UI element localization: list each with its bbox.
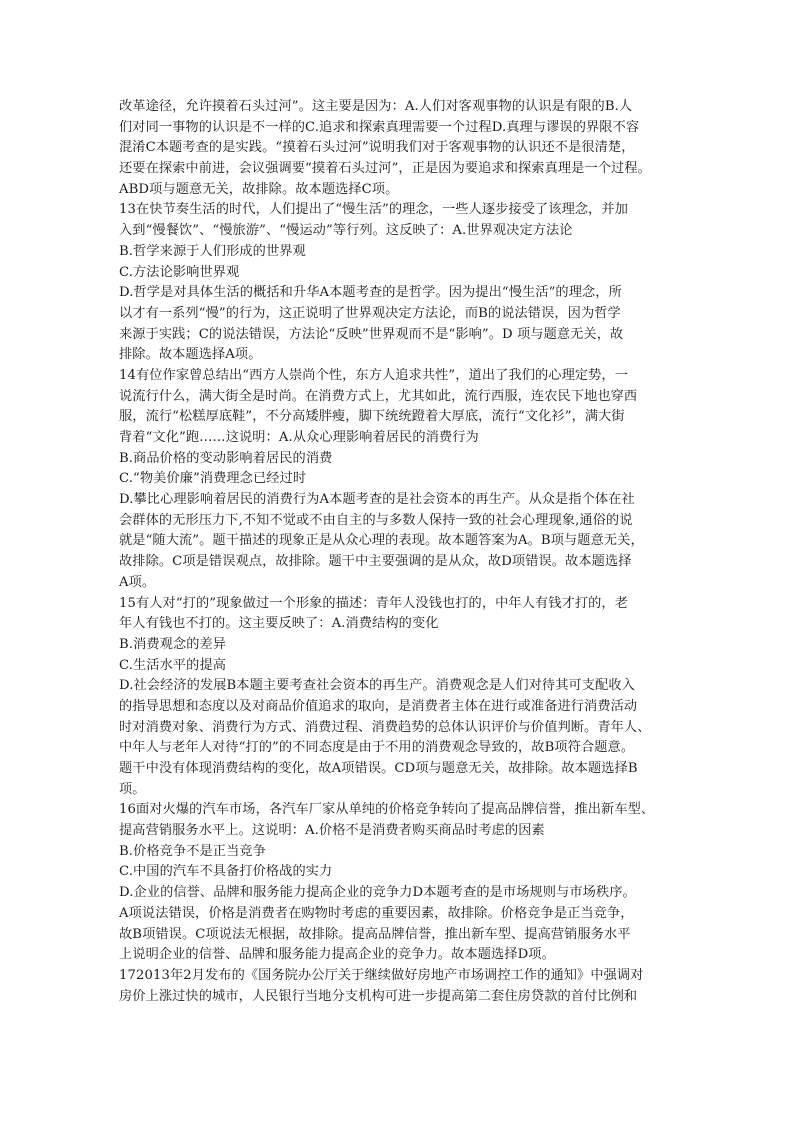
text-line: B.哲学来源于人们形成的世界观: [119, 243, 306, 259]
text-line: 服，流行“松糕厚底鞋”，不分高矮胖瘦，脚下统统蹬着大厚底，流行“文化衫”，满大街: [119, 409, 625, 425]
text-line: D.社会经济的发展B本题主要考查社会资本的再生产。消费观念是人们对待其可支配收入: [119, 678, 635, 694]
text-line: 中年人与老年人对待“打的”的不同态度是由于不用的消费观念导致的，故B项符合题意。: [119, 740, 635, 756]
text-line: B.价格竞争不是正当竞争: [119, 843, 266, 859]
text-line: 的指导思想和态度以及对商品价值追求的取向，是消费者主体在进行或准备进行消费活动: [119, 698, 638, 714]
text-line: 以才有一系列“慢”的行为，这正说明了世界观决定方法论，而B的说法错误，因为哲学: [119, 305, 621, 321]
text-line: A项。: [119, 574, 156, 590]
text-line: B.消费观念的差异: [119, 636, 227, 652]
text-line: 提高营销服务水平上。这说明：A.价格不是消费者购买商品时考虑的因素: [119, 823, 545, 839]
text-line: 时对消费对象、消费行为方式、消费过程、消费趋势的总体认识评价与价值判断。青年人、: [119, 719, 651, 735]
text-line: 15有人对“打的”现象做过一个形象的描述：青年人没钱也打的，中年人有钱才打的，老: [119, 595, 629, 611]
text-line: 说流行什么，满大街全是时尚。在消费方式上，尤其如此，流行西服，连农民下地也穿西: [119, 388, 638, 404]
text-line: 还要在探索中前进，会议强调要“摸着石头过河”，正是因为要追求和探索真理是一个过程。: [119, 161, 651, 177]
text-line: 14有位作家曾总结出“西方人崇尚个性，东方人追求共性”，道出了我们的心理定势，一: [119, 367, 629, 383]
text-line: B.商品价格的变动影响着居民的消费: [119, 450, 333, 466]
text-line: 项。: [119, 781, 146, 797]
text-line: 16面对火爆的汽车市场，各汽车厂家从单纯的价格竞争转向了提高品牌信誉，推出新车型、: [119, 802, 655, 818]
text-line: 172013年2月发布的《国务院办公厅关于继续做好房地产市场调控工作的通知》中强调对: [119, 967, 644, 983]
text-line: 题干中没有体现消费结构的变化，故A项错误。CD项与题意无关，故排除。故本题选择B: [119, 761, 638, 776]
text-line: 入到“慢餐饮”、“慢旅游”、“慢运动”等行列。这反映了：A.世界观决定方法论: [119, 223, 573, 239]
text-line: D.企业的信誉、品牌和服务能力提高企业的竞争力D本题考查的是市场规则与市场秩序。: [119, 885, 636, 901]
text-line: 13在快节奏生活的时代，人们提出了“慢生活”的理念，一些人逐步接受了该理念，并加: [119, 202, 629, 218]
text-line: 混淆C本题考查的是实践。“摸着石头过河”说明我们对于客观事物的认识还不是很清楚，: [119, 140, 635, 156]
text-line: 背着“文化”跑……这说明：A.从众心理影响着居民的消费行为: [119, 430, 479, 445]
text-line: 就是“随大流”。题干描述的现象正是从众心理的表现。故本题答案为A。B项与题意无关，: [119, 533, 644, 549]
document-page: [119, 97, 684, 1007]
text-line: D.哲学是对具体生活的概括和升华A本题考查的是哲学。因为提出“慢生活”的理念，所: [119, 285, 622, 301]
text-line: C.“物美价廉”消费理念已经过时: [119, 471, 307, 487]
text-line: 故排除。C项是错误观点，故排除。题干中主要强调的是从众，故D项错误。故本题选择: [119, 554, 632, 570]
text-line: 会群体的无形压力下,不知不觉或不由自主的与多数人保持一致的社会心理现象,通俗的说: [119, 512, 633, 528]
text-line: C.方法论影响世界观: [119, 264, 240, 280]
text-line: C.生活水平的提高: [119, 657, 227, 673]
text-line: C.中国的汽车不具备打价格战的实力: [119, 864, 333, 880]
text-line: 改革途径，允许摸着石头过河”。这主要是因为：A.人们对客观事物的认识是有限的B.人: [119, 99, 633, 114]
text-line: ABD项与题意无关，故排除。故本题选择C项。: [119, 181, 399, 197]
text-line: 们对同一事物的认识是不一样的C.追求和探索真理需要一个过程D.真理与谬误的界限不容: [119, 119, 640, 135]
text-line: 故B项错误。C项说法无根据，故排除。提高品牌信誉，推出新车型、提高营销服务水平: [119, 926, 631, 942]
text-line: 排除。故本题选择A项。: [119, 347, 262, 363]
text-line: D.攀比心理影响着居民的消费行为A本题考查的是社会资本的再生产。从众是指个体在社: [119, 492, 635, 508]
text-line: A项说法错误，价格是消费者在购物时考虑的重要因素，故排除。价格竞争是正当竞争，: [119, 905, 634, 921]
text-line: 房价上涨过快的城市，人民银行当地分支机构可进一步提高第二套住房贷款的首付比例和: [119, 988, 638, 1004]
text-line: 上说明企业的信誉、品牌和服务能力提高企业的竞争力。故本题选择D项。: [119, 947, 555, 963]
text-line: 来源于实践；C的说法错误，方法论“反映”世界观而不是“影响”。D 项与题意无关，故: [119, 326, 624, 342]
text-line: 年人有钱也不打的。这主要反映了：A.消费结构的变化: [119, 616, 439, 632]
